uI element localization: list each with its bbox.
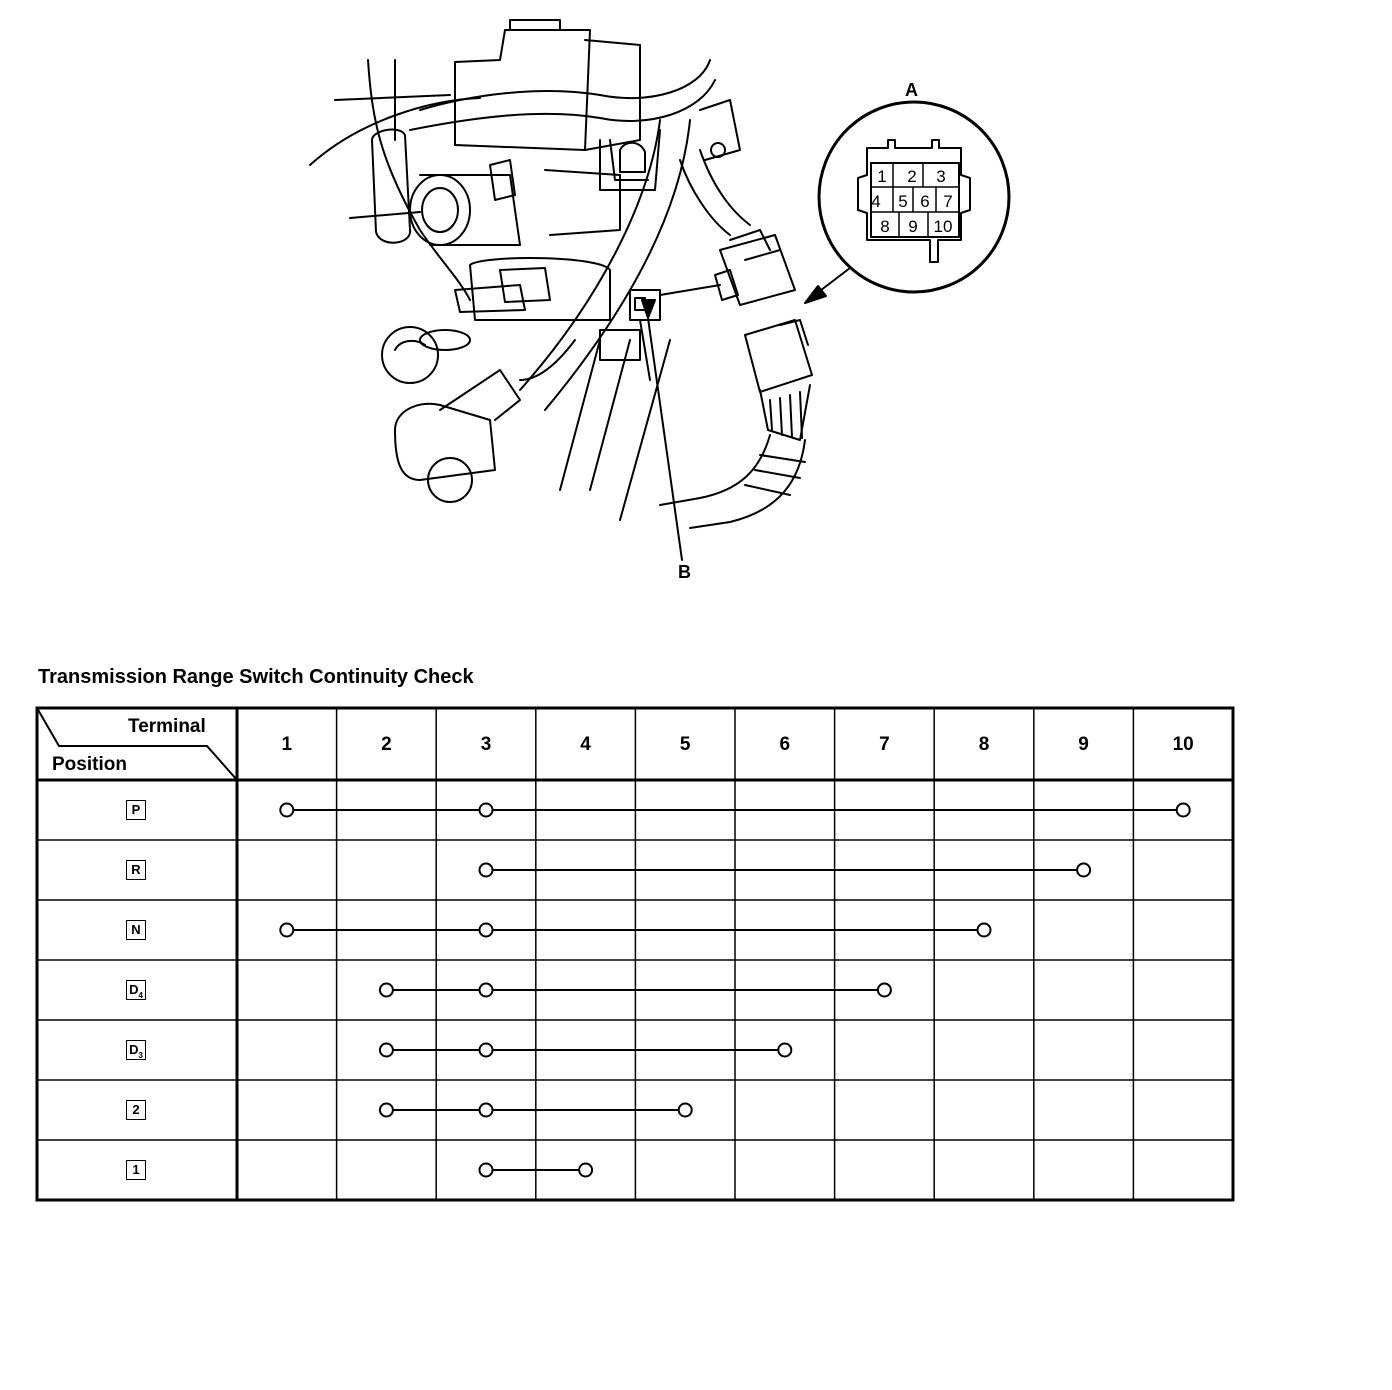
continuity-point-P-t10 xyxy=(1177,804,1190,817)
terminal-header-4: 4 xyxy=(580,734,591,755)
position-letter: R xyxy=(131,862,141,877)
position-badge-D4 xyxy=(126,980,146,1000)
position-badge-1 xyxy=(126,1160,146,1180)
continuity-point-P-t3 xyxy=(480,804,493,817)
connector-pin-1: 1 xyxy=(877,167,887,186)
position-letter: P xyxy=(131,802,141,817)
connector-pin-4: 4 xyxy=(871,192,881,211)
table-title: Transmission Range Switch Continuity Check xyxy=(38,666,474,688)
terminal-header-10: 10 xyxy=(1172,734,1194,755)
position-badge-P xyxy=(126,800,146,820)
header-terminal: Terminal xyxy=(128,716,206,737)
continuity-point-P-t1 xyxy=(280,804,293,817)
header-position: Position xyxy=(52,754,127,775)
callout-a-label: A xyxy=(905,80,918,100)
continuity-point-D3-t2 xyxy=(380,1044,393,1057)
terminal-header-3: 3 xyxy=(480,734,492,755)
position-badge-R xyxy=(126,860,146,880)
continuity-point-D4-t2 xyxy=(380,984,393,997)
connector-pin-7: 7 xyxy=(943,192,953,211)
continuity-point-N-t1 xyxy=(280,924,293,937)
terminal-header-6: 6 xyxy=(779,734,791,755)
continuity-point-R-t3 xyxy=(480,864,493,877)
position-badge-D3 xyxy=(126,1040,146,1060)
position-badge-N xyxy=(126,920,146,940)
continuity-point-N-t3 xyxy=(480,924,493,937)
continuity-point-2-t3 xyxy=(480,1104,493,1117)
position-letter: D xyxy=(129,982,139,997)
continuity-point-D3-t6 xyxy=(778,1044,791,1057)
position-subscript: 3 xyxy=(138,1050,143,1060)
position-letter: N xyxy=(131,922,141,937)
continuity-point-D4-t7 xyxy=(878,984,891,997)
position-letter: D xyxy=(129,1042,139,1057)
connector-pin-8: 8 xyxy=(880,217,890,236)
callout-b-label: B xyxy=(678,562,691,582)
continuity-point-R-t9 xyxy=(1077,864,1090,877)
terminal-header-7: 7 xyxy=(879,734,890,755)
terminal-header-8: 8 xyxy=(978,734,990,755)
position-badge-2 xyxy=(126,1100,146,1120)
position-subscript: 4 xyxy=(138,990,143,1000)
connector-pin-2: 2 xyxy=(907,167,917,186)
terminal-header-9: 9 xyxy=(1078,734,1089,755)
connector-pin-9: 9 xyxy=(908,217,918,236)
continuity-point-D4-t3 xyxy=(480,984,493,997)
continuity-point-D3-t3 xyxy=(480,1044,493,1057)
continuity-point-N-t8 xyxy=(978,924,991,937)
continuity-point-2-t2 xyxy=(380,1104,393,1117)
connector-pin-5: 5 xyxy=(898,192,908,211)
connector-pin-6: 6 xyxy=(920,192,930,211)
position-letter: 2 xyxy=(132,1102,140,1117)
position-letter: 1 xyxy=(132,1162,140,1177)
continuity-point-1-t4 xyxy=(579,1164,592,1177)
continuity-point-2-t5 xyxy=(679,1104,692,1117)
terminal-header-2: 2 xyxy=(381,734,392,755)
connector-pin-10: 10 xyxy=(933,217,953,236)
terminal-header-1: 1 xyxy=(281,734,293,755)
terminal-header-5: 5 xyxy=(679,734,691,755)
continuity-point-1-t3 xyxy=(480,1164,493,1177)
connector-pin-3: 3 xyxy=(936,167,946,186)
